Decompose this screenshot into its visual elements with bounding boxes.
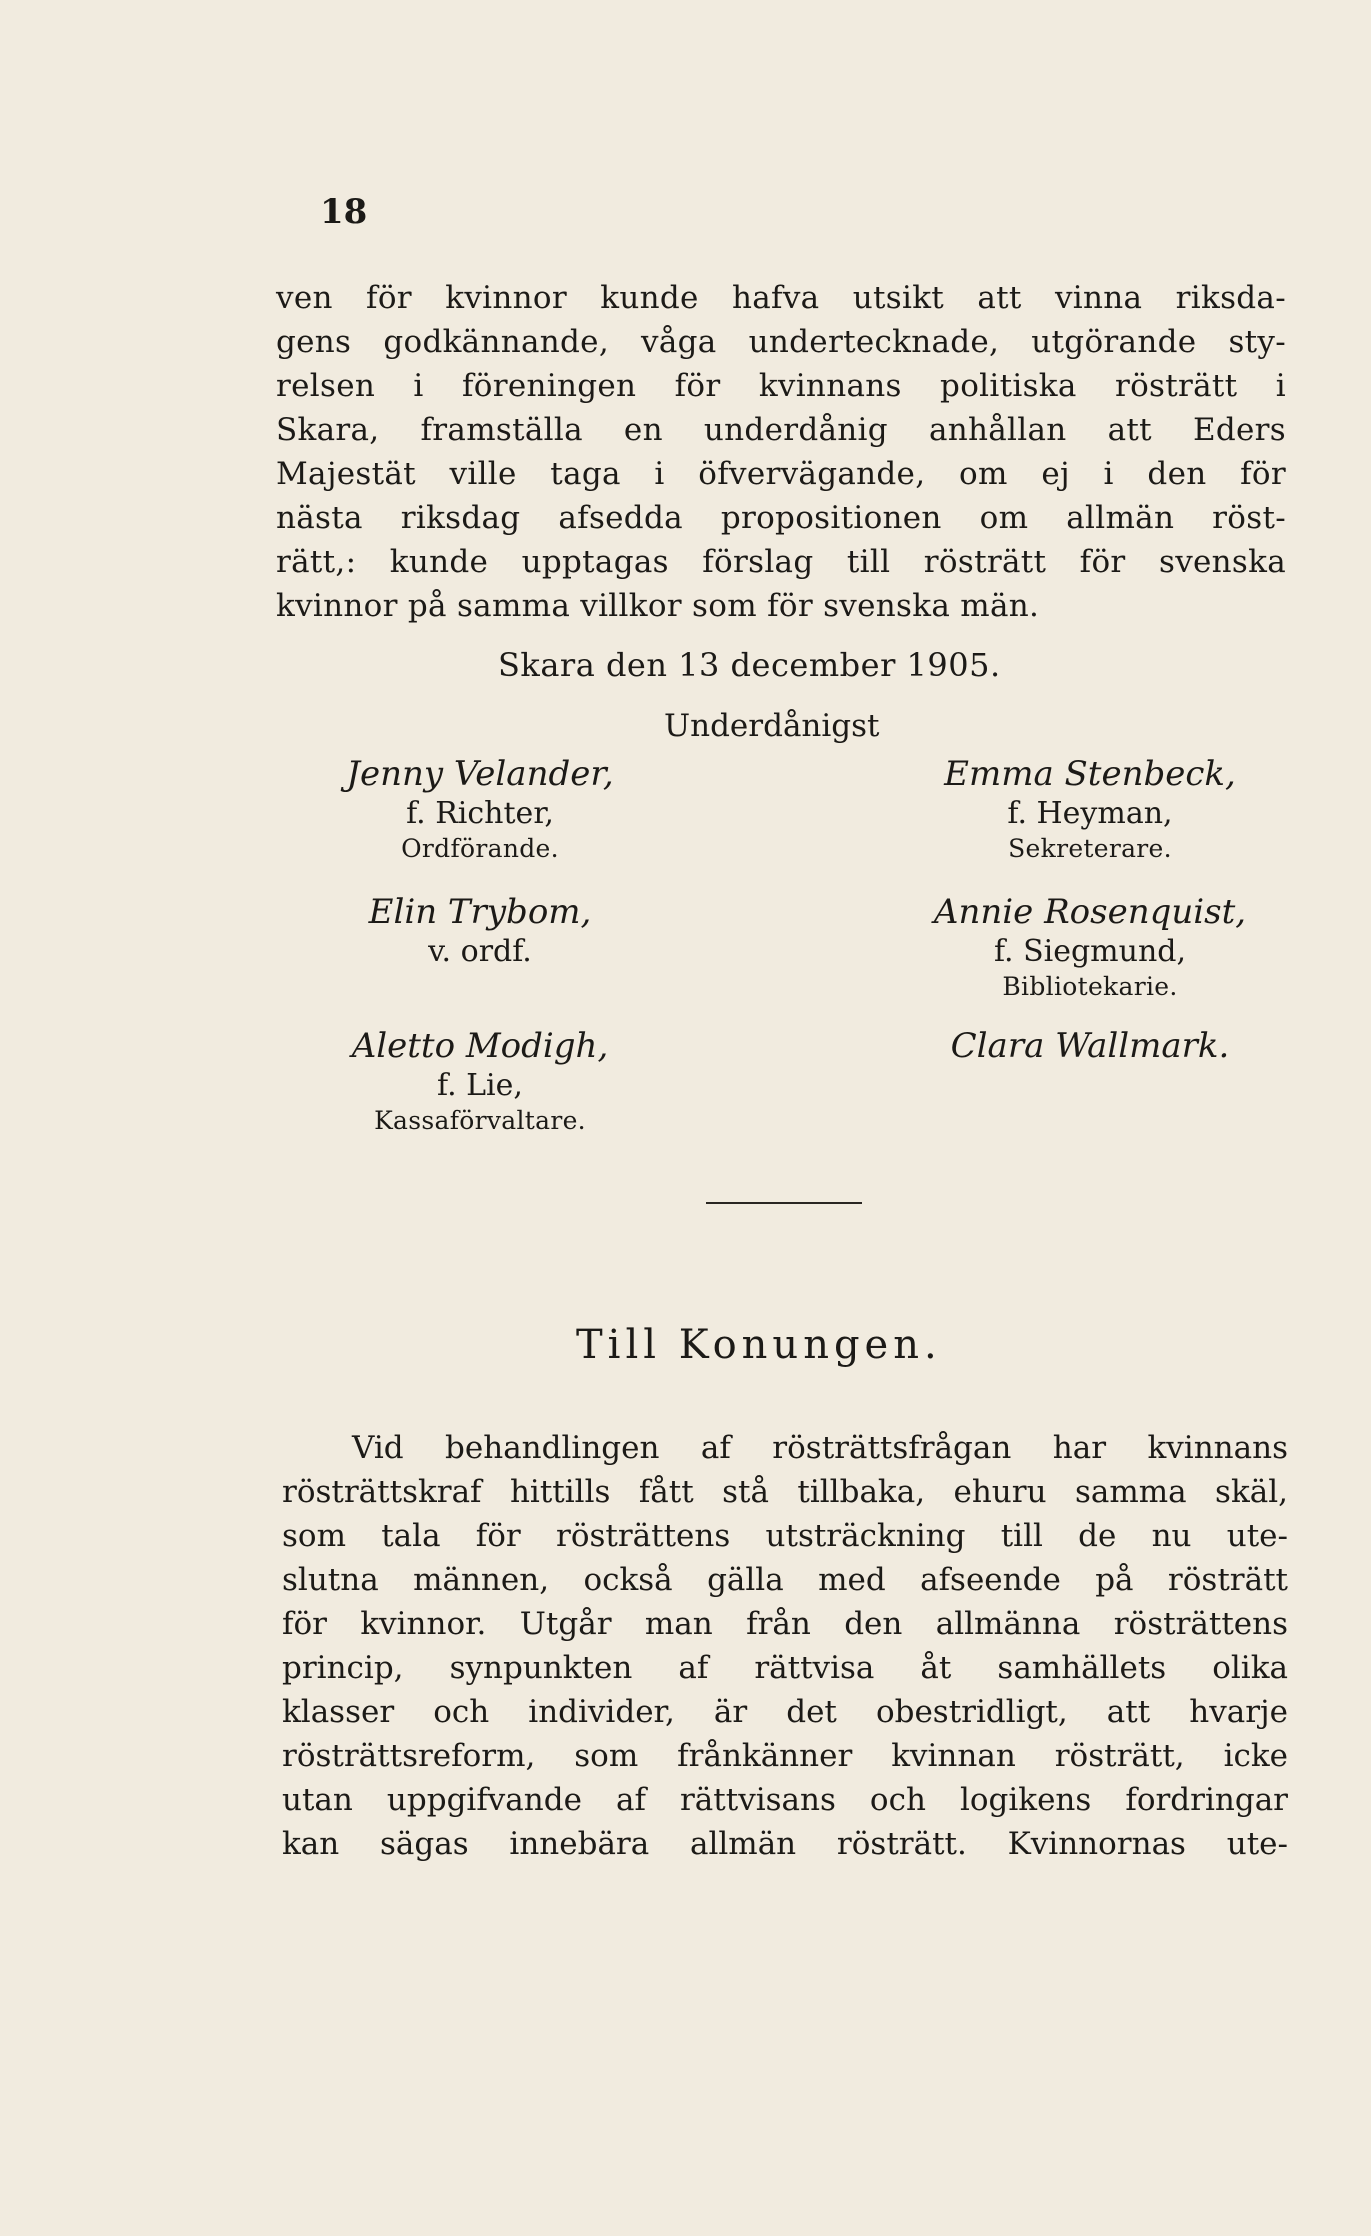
signature-name: Clara Wallmark.: [950, 1026, 1230, 1066]
text-line: nästa riksdag afsedda propositionen om allmän röst-: [276, 500, 1286, 536]
signature-role: Sekreterare.: [1008, 834, 1172, 863]
text-line: rätt,: kunde upptagas förslag till rösträtt för svenska: [276, 544, 1286, 580]
signature-maiden-name: f. Heyman,: [1007, 796, 1173, 831]
signature-maiden-name: f. Lie,: [437, 1068, 523, 1103]
signature-maiden-name: f. Siegmund,: [993, 934, 1187, 969]
signature-block: [870, 890, 1310, 1004]
signature-name: Emma Stenbeck,: [944, 754, 1236, 794]
text-line: klasser och individer, är det obestridligt, att hvarje: [282, 1694, 1288, 1730]
text-line: rösträttskraf hittills fått stå tillbaka, ehuru samma skäl,: [282, 1474, 1288, 1510]
text-line: ven för kvinnor kunde hafva utsikt att vinna riksda-: [276, 280, 1286, 316]
text-line: Vid behandlingen af rösträttsfrågan har kvinnans: [352, 1430, 1288, 1466]
signature-role: Kassaförvaltare.: [374, 1106, 586, 1135]
signature-role: Bibliotekarie.: [1002, 972, 1178, 1001]
signature-role: v. ordf.: [428, 934, 532, 969]
text-line: som tala för rösträttens utsträckning till de nu ute-: [282, 1518, 1288, 1554]
signature-name: Elin Trybom,: [368, 892, 592, 932]
text-line: slutna männen, också gälla med afseende på rösträtt: [282, 1562, 1288, 1598]
body-paragraph: [282, 1426, 1288, 1866]
text-line: relsen i föreningen för kvinnans politiska rösträtt i: [276, 368, 1286, 404]
dateline: Skara den 13 december 1905.: [498, 646, 1001, 684]
signature-block: [870, 752, 1310, 866]
text-line: utan uppgifvande af rättvisans och logikens fordringar: [282, 1782, 1288, 1818]
petition-paragraph: [276, 276, 1286, 628]
section-heading: Till Konungen.: [576, 1322, 942, 1368]
signature-name: Aletto Modigh,: [351, 1026, 609, 1066]
text-line: gens godkännande, våga undertecknade, utgörande sty-: [276, 324, 1286, 360]
signature-role: Ordförande.: [401, 834, 559, 863]
text-line: kan sägas innebära allmän rösträtt. Kvinnornas ute-: [282, 1826, 1288, 1862]
text-line: Majestät ville taga i öfvervägande, om ej i den för: [276, 456, 1286, 492]
page-number: 18: [320, 192, 368, 232]
text-line: Skara, framställa en underdånig anhållan att Eders: [276, 412, 1286, 448]
signature-name: Jenny Velander,: [346, 754, 614, 794]
text-line: rösträttsreform, som frånkänner kvinnan rösträtt, icke: [282, 1738, 1288, 1774]
text-line: kvinnor på samma villkor som för svenska män.: [276, 588, 1040, 624]
signature-block: [870, 1024, 1310, 1068]
text-line: princip, synpunkten af rättvisa åt samhällets olika: [282, 1650, 1288, 1686]
signature-block: [300, 752, 660, 866]
text-line: för kvinnor. Utgår man från den allmänna rösträttens: [282, 1606, 1288, 1642]
closing: Underdånigst: [664, 708, 880, 744]
section-divider: [706, 1202, 862, 1204]
signature-block: [300, 1024, 660, 1138]
signature-name: Annie Rosenquist,: [933, 892, 1247, 932]
signature-maiden-name: f. Richter,: [406, 796, 554, 831]
signature-block: [300, 890, 660, 970]
